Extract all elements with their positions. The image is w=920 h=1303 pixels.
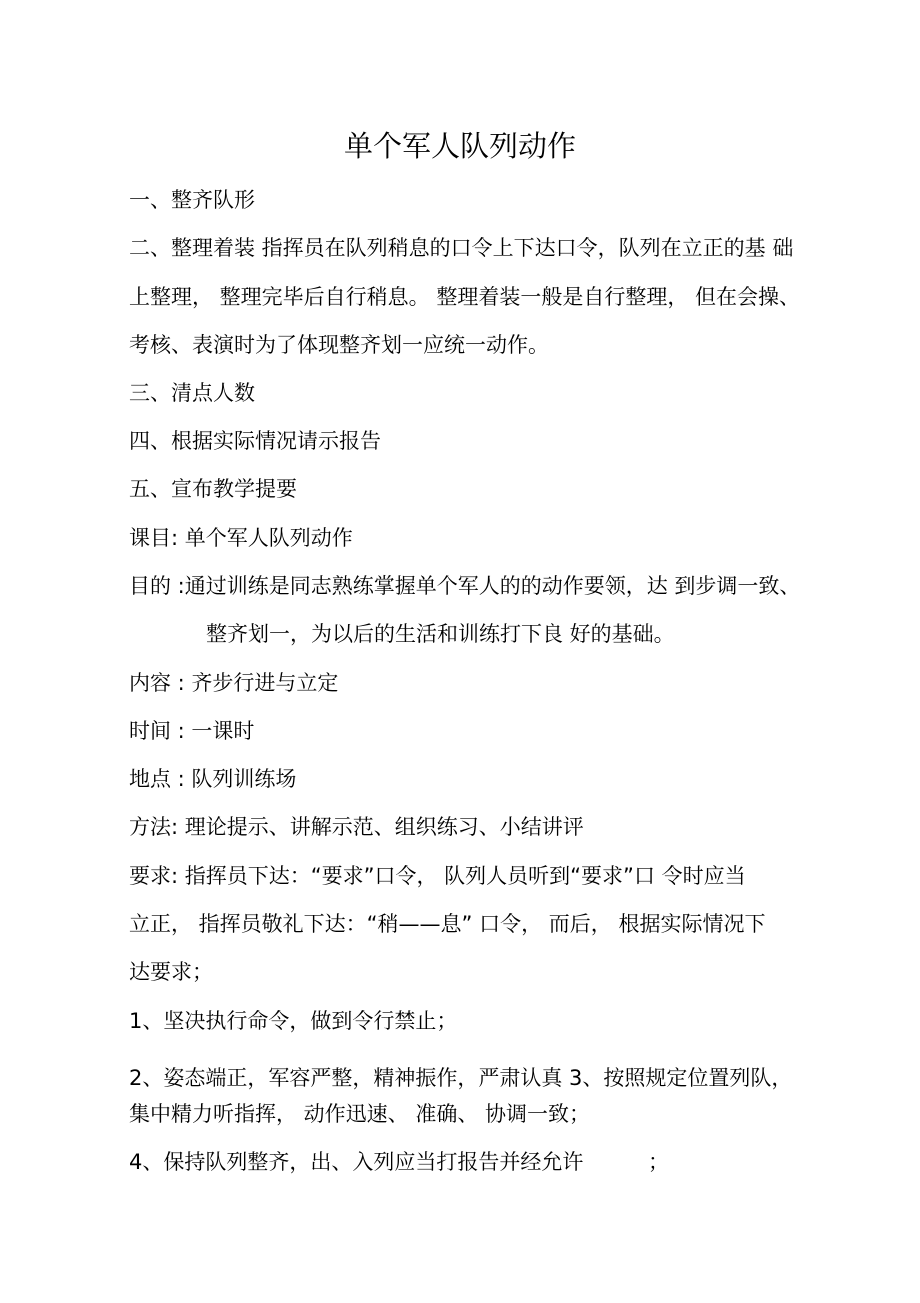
section-heading: 三、清点人数	[129, 381, 255, 405]
paragraph-line: 上整理， 整理完毕后自行稍息。 整理着装一般是自行整理， 但在会操、	[129, 285, 801, 309]
list-item-continued: 集中精力听指挥， 动作迅速、 准确、 协调一致；	[129, 1102, 591, 1126]
section-heading: 五、宣布教学提要	[129, 477, 297, 501]
field-line-method: 方法: 理论提示、讲解示范、组织练习、小结讲评	[129, 815, 584, 839]
paragraph-line: 达要求；	[129, 960, 213, 984]
list-item: 2、姿态端正，军容严整，精神振作，严肃认真 3、按照规定位置列队，	[129, 1066, 793, 1090]
paragraph-line: 二、整理着装 指挥员在队列稍息的口令上下达口令，队列在立正的基 础	[129, 236, 794, 260]
field-line-purpose: 目的 :通过训练是同志熟练掌握单个军人的的动作要领，达 到步调一致、	[129, 574, 801, 598]
section-heading: 四、根据实际情况请示报告	[129, 429, 381, 453]
field-line-purpose-continued: 整齐划一，为以后的生活和训练打下良 好的基础。	[206, 622, 675, 646]
field-line-subject: 课目: 单个军人队列动作	[129, 526, 353, 550]
list-item: 4、保持队列整齐，出、入列应当打报告并经允许	[129, 1150, 584, 1174]
field-line-content: 内容 : 齐步行进与立定	[129, 671, 339, 695]
paragraph-line: 考核、表演时为了体现整齐划一应统一动作。	[129, 333, 549, 357]
document-title: 单个军人队列动作	[343, 129, 576, 163]
list-item: 1、坚决执行命令，做到令行禁止；	[129, 1009, 458, 1033]
field-line-location: 地点 : 队列训练场	[129, 767, 297, 791]
section-heading: 一、整齐队形	[129, 188, 255, 212]
list-item-tail: ；	[648, 1150, 669, 1174]
field-line-requirements: 要求: 指挥员下达：“要求”口令， 队列人员听到“要求”口 令时应当	[129, 864, 746, 888]
field-line-time: 时间 : 一课时	[129, 719, 255, 743]
paragraph-line: 立正， 指挥员敬礼下达：“稍——息” 口令， 而后， 根据实际情况下	[129, 912, 766, 936]
